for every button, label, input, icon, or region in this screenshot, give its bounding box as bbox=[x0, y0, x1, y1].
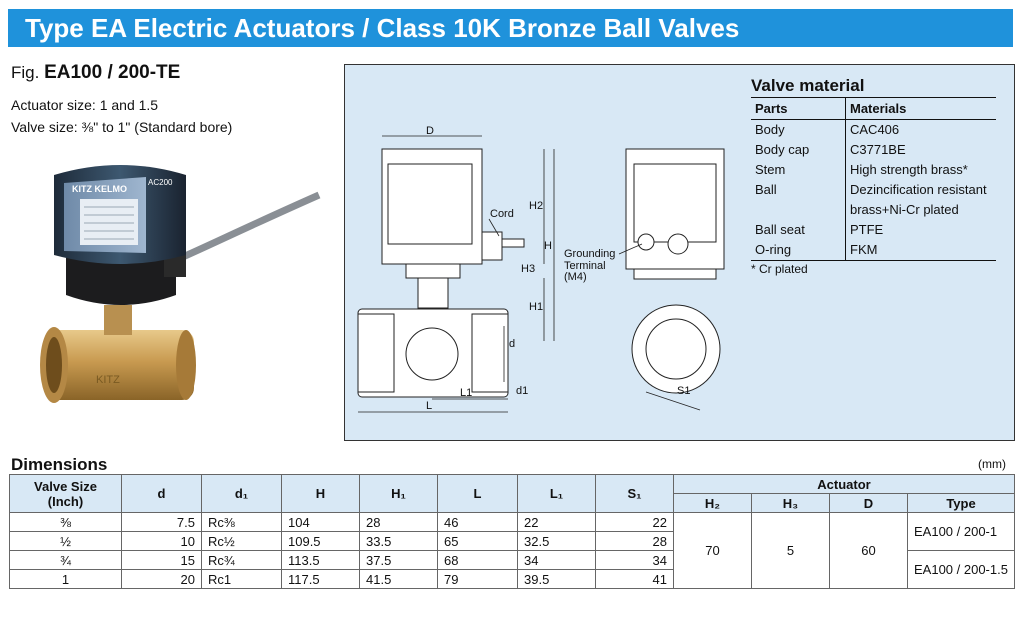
figure-prefix: Fig. bbox=[11, 63, 40, 82]
part-cell: Ball bbox=[755, 182, 777, 197]
dimension-drawing bbox=[344, 64, 744, 440]
label-H2: H2 bbox=[529, 200, 544, 212]
label-d: d bbox=[509, 338, 516, 350]
mount-plate bbox=[406, 264, 460, 278]
material-cell: C3771BE bbox=[846, 140, 997, 160]
L1-cell: 39.5 bbox=[518, 570, 596, 589]
material-cell: CAC406 bbox=[846, 120, 997, 141]
dim-S1-line bbox=[646, 392, 700, 410]
body-mark: KITZ bbox=[96, 374, 120, 386]
H-cell: 113.5 bbox=[282, 551, 360, 570]
label-D: D bbox=[426, 125, 434, 137]
cord-front bbox=[502, 239, 524, 247]
table-row bbox=[10, 513, 1015, 532]
yoke bbox=[418, 278, 448, 308]
materials-header: Materials bbox=[846, 98, 997, 120]
d-cell: 15 bbox=[122, 551, 202, 570]
L1-cell: 32.5 bbox=[518, 532, 596, 551]
figure-label bbox=[11, 62, 180, 84]
label-S1: S1 bbox=[677, 385, 691, 397]
label-H3: H3 bbox=[521, 263, 536, 275]
table-row bbox=[751, 120, 996, 141]
D-cell: 60 bbox=[830, 513, 908, 589]
table-row bbox=[751, 220, 996, 240]
valve-side-bore bbox=[646, 319, 706, 379]
H2-header: H₂ bbox=[674, 494, 752, 513]
dimensions-table bbox=[9, 474, 1015, 589]
part-cell: Body bbox=[755, 122, 785, 137]
H3-cell: 5 bbox=[752, 513, 830, 589]
d1-cell: Rc⅜ bbox=[202, 513, 282, 532]
grounding-screw bbox=[638, 234, 654, 250]
d1-cell: Rc¾ bbox=[202, 551, 282, 570]
table-row bbox=[751, 140, 996, 160]
dimensions-header-row bbox=[10, 475, 1015, 494]
type-cell: EA100 / 200-1.5 bbox=[908, 551, 1015, 589]
size-cell: 1 bbox=[10, 570, 122, 589]
L1-cell: 22 bbox=[518, 513, 596, 532]
part-cell: Stem bbox=[755, 162, 786, 177]
H-cell: 117.5 bbox=[282, 570, 360, 589]
material-cell: PTFE bbox=[846, 220, 997, 240]
label-terminal: Terminal bbox=[564, 260, 606, 272]
label-cord: Cord bbox=[490, 208, 514, 220]
label-m4: (M4) bbox=[564, 271, 587, 283]
side-mount bbox=[634, 269, 716, 279]
table-row bbox=[751, 200, 996, 220]
material-cell: High strength brass* bbox=[846, 160, 997, 180]
size-cell: ½ bbox=[10, 532, 122, 551]
S1-cell: 34 bbox=[596, 551, 674, 570]
actuator-header: Actuator bbox=[674, 475, 1015, 494]
H1-header: H₁ bbox=[360, 475, 438, 513]
material-note: * Cr plated bbox=[751, 262, 808, 276]
brand-text: KITZ KELMO bbox=[72, 184, 127, 194]
cord-gland-front bbox=[482, 232, 502, 260]
L1-header: L₁ bbox=[518, 475, 596, 513]
d-cell: 7.5 bbox=[122, 513, 202, 532]
L-cell: 68 bbox=[438, 551, 518, 570]
product-photo bbox=[36, 155, 326, 425]
parts-header: Parts bbox=[751, 98, 846, 120]
S1-cell: 28 bbox=[596, 532, 674, 551]
valve-end-right bbox=[176, 330, 196, 400]
material-cell: brass+Ni-Cr plated bbox=[846, 200, 997, 220]
label-L: L bbox=[426, 400, 433, 412]
D-header: D bbox=[830, 494, 908, 513]
L-header: L bbox=[438, 475, 518, 513]
end-right bbox=[472, 314, 508, 392]
material-cell: FKM bbox=[846, 240, 997, 261]
L-cell: 65 bbox=[438, 532, 518, 551]
H-header: H bbox=[282, 475, 360, 513]
d-cell: 20 bbox=[122, 570, 202, 589]
table-row bbox=[751, 160, 996, 180]
L-cell: 79 bbox=[438, 570, 518, 589]
size-cell: ⅜ bbox=[10, 513, 122, 532]
figure-model: EA100 / 200-TE bbox=[44, 62, 181, 83]
S1-header: S₁ bbox=[596, 475, 674, 513]
H2-cell: 70 bbox=[674, 513, 752, 589]
valve-port bbox=[46, 337, 62, 393]
part-cell: Body cap bbox=[755, 142, 810, 157]
title-banner bbox=[8, 9, 1013, 47]
valve-size-label: Valve Size bbox=[34, 478, 97, 494]
valve-material-header bbox=[751, 98, 996, 120]
valve-neck bbox=[104, 305, 132, 335]
d1-cell: Rc½ bbox=[202, 532, 282, 551]
table-row bbox=[751, 180, 996, 200]
d-header: d bbox=[122, 475, 202, 513]
size-cell: ¾ bbox=[10, 551, 122, 570]
part-cell bbox=[751, 200, 846, 220]
H-cell: 109.5 bbox=[282, 532, 360, 551]
H1-cell: 33.5 bbox=[360, 532, 438, 551]
label-d1: d1 bbox=[516, 385, 529, 397]
cable bbox=[176, 195, 319, 260]
valve-material-table bbox=[751, 97, 996, 261]
valve-size-header bbox=[10, 475, 122, 513]
valve-size: Valve size: ⅜" to 1" (Standard bore) bbox=[11, 119, 233, 135]
ball-front bbox=[406, 328, 458, 380]
part-cell: Ball seat bbox=[755, 222, 805, 237]
cord-entry-side bbox=[668, 234, 688, 254]
table-row bbox=[751, 240, 996, 261]
L-cell: 46 bbox=[438, 513, 518, 532]
H-cell: 104 bbox=[282, 513, 360, 532]
dimensions-title: Dimensions bbox=[11, 455, 108, 474]
d1-cell: Rc1 bbox=[202, 570, 282, 589]
S1-cell: 22 bbox=[596, 513, 674, 532]
valve-material-title: Valve material bbox=[751, 76, 865, 95]
label-grounding: Grounding bbox=[564, 248, 616, 260]
page-title: Type EA Electric Actuators / Class 10K Bronze Ball Valves bbox=[25, 13, 740, 43]
actuator-size: Actuator size: 1 and 1.5 bbox=[11, 97, 159, 113]
label-H: H bbox=[544, 240, 552, 252]
H1-cell: 28 bbox=[360, 513, 438, 532]
label-H1: H1 bbox=[529, 301, 544, 313]
H3-header: H₃ bbox=[752, 494, 830, 513]
actuator-model-text: AC200 bbox=[148, 178, 173, 187]
type-header: Type bbox=[908, 494, 1015, 513]
L1-cell: 34 bbox=[518, 551, 596, 570]
unit-label: (mm) bbox=[978, 457, 1006, 471]
valve-size-unit: (Inch) bbox=[47, 493, 84, 509]
d-cell: 10 bbox=[122, 532, 202, 551]
H1-cell: 41.5 bbox=[360, 570, 438, 589]
end-left bbox=[358, 314, 394, 392]
label-L1: L1 bbox=[460, 387, 473, 399]
S1-cell: 41 bbox=[596, 570, 674, 589]
type-cell: EA100 / 200-1 bbox=[908, 513, 1015, 551]
d1-header: d₁ bbox=[202, 475, 282, 513]
actuator-front bbox=[382, 149, 482, 264]
part-cell: O-ring bbox=[751, 240, 846, 261]
material-cell: Dezincification resistant bbox=[846, 180, 997, 200]
H1-cell: 37.5 bbox=[360, 551, 438, 570]
rating-plate bbox=[80, 199, 138, 245]
